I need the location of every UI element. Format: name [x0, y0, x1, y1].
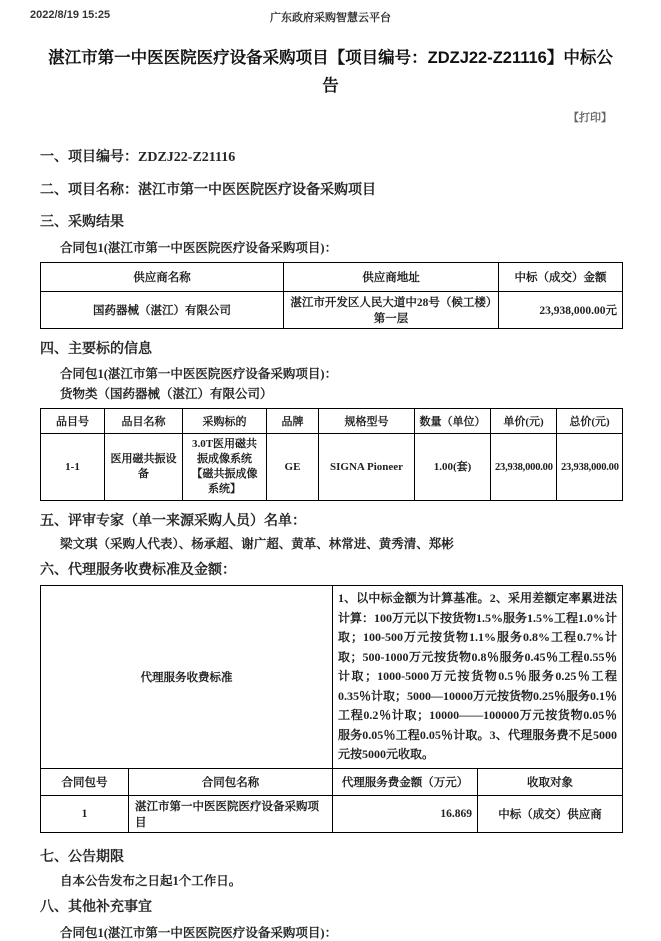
fee-standard-text: 1、以中标金额为计算基准。2、采用差额定率累进法计算：100万元以下按货物1.5%服务1.5%工程1.0%计取；100-500万元按货物1.1%服务0.8%工程0.7%计取；500-1000万元按货物0.8％服务0.45％工程0.55％计取；1000-5000万元按货物0.5％服务0.25％工程0.35％计取；5000—10000万元按货物0.25％服务0.1％工程0.2％计取；10000——100000万元按货物0.05％服务0.05％工程0.05％计取。3、代理服务费不足5000元按5000元收取。: [333, 586, 623, 769]
result-table-header-row: [41, 263, 623, 292]
subject-col-quantity: 数量（单位）: [415, 409, 491, 434]
supplier-name: 国药器械（湛江）有限公司: [41, 292, 284, 329]
section-notice-period: 七、公告期限: [40, 849, 124, 865]
fee-charge-target: 中标（成交）供应商: [478, 795, 623, 832]
fee-col-package-no: 合同包号: [41, 768, 129, 795]
subject-col-model: 规格型号: [319, 409, 415, 434]
result-col-supplier-name: 供应商名称: [41, 263, 284, 292]
subject-package-line: 合同包1(湛江市第一中医医院医疗设备采购项目)：: [60, 367, 338, 381]
fee-package-no: 1: [41, 795, 129, 832]
brand: GE: [267, 434, 319, 501]
page-title: 湛江市第一中医医院医疗设备采购项目【项目编号：ZDZJ22-Z21116】中标公告: [48, 49, 613, 95]
award-amount: 23,938,000.00元: [499, 292, 623, 329]
section-agency-fee: 六、代理服务收费标准及金额：: [40, 563, 236, 578]
subject-table-header-row: [41, 409, 623, 434]
fee-col-fee-amount: 代理服务费金额（万元）: [333, 768, 478, 795]
result-table: [40, 262, 623, 329]
subject-col-total-price: 总价(元): [557, 409, 623, 434]
site-name: 广东政府采购智慧云平台: [270, 12, 391, 24]
other-package-line: 合同包1(湛江市第一中医医院医疗设备采购项目)：: [60, 925, 338, 940]
model: SIGNA Pioneer: [319, 434, 415, 501]
section-project-number: 一、项目编号：ZDZJ22-Z21116: [40, 150, 236, 165]
subject-col-item-no: 品目号: [41, 409, 105, 434]
item-name: 医用磁共振设备: [105, 434, 183, 501]
result-col-award-amount: 中标（成交）金额: [499, 263, 623, 292]
fee-package-name: 湛江市第一中医医院医疗设备采购项目: [129, 795, 333, 832]
fee-standard-row: [41, 586, 623, 769]
subject-col-item-name: 品目名称: [105, 409, 183, 434]
notice-period-text: 自本公告发布之日起1个工作日。: [60, 873, 242, 888]
section-project-name: 二、项目名称：湛江市第一中医医院医疗设备采购项目: [40, 183, 376, 198]
result-table-row: [41, 292, 623, 329]
procurement-target: 3.0T医用磁共振成像系统【磁共振成像系统】: [183, 434, 267, 501]
subject-col-unit-price: 单价(元): [491, 409, 557, 434]
result-package-line: 合同包1(湛江市第一中医医院医疗设备采购项目)：: [60, 241, 338, 255]
expert-names: 梁文琪（采购人代表）、杨承超、谢广超、黄革、林常进、黄秀清、郑彬: [60, 537, 454, 551]
subject-category-line: 货物类（国药器械（湛江）有限公司）: [60, 387, 273, 401]
section-review-experts: 五、评审专家（单一来源采购人员）名单：: [40, 514, 306, 529]
print-header: [0, 0, 661, 24]
subject-table-row: [41, 434, 623, 501]
agency-fee-table: [40, 585, 623, 833]
section-main-subject: 四、主要标的信息: [40, 342, 152, 357]
supplier-address: 湛江市开发区人民大道中28号（候工楼）第一层: [284, 292, 499, 329]
subject-col-brand: 品牌: [267, 409, 319, 434]
fee-standard-label: 代理服务收费标准: [41, 586, 333, 769]
total-price: 23,938,000.00: [557, 434, 623, 501]
result-col-supplier-address: 供应商地址: [284, 263, 499, 292]
item-no: 1-1: [41, 434, 105, 501]
section-other-matters: 八、其他补充事宜: [40, 899, 152, 915]
print-timestamp: 2022/8/19 15:25: [30, 9, 111, 21]
fee-table-header-row: [41, 768, 623, 795]
fee-col-charge-target: 收取对象: [478, 768, 623, 795]
section-procurement-result: 三、采购结果: [40, 215, 124, 230]
unit-price: 23,938,000.00: [491, 434, 557, 501]
announcement-body: [40, 149, 622, 941]
fee-table-row: [41, 795, 623, 832]
fee-col-package-name: 合同包名称: [129, 768, 333, 795]
subject-col-target: 采购标的: [183, 409, 267, 434]
print-link[interactable]: 【打印】: [568, 112, 612, 124]
quantity: 1.00(套): [415, 434, 491, 501]
fee-amount: 16.869: [333, 795, 478, 832]
print-link-row: [0, 109, 612, 125]
subject-table: [40, 408, 623, 501]
